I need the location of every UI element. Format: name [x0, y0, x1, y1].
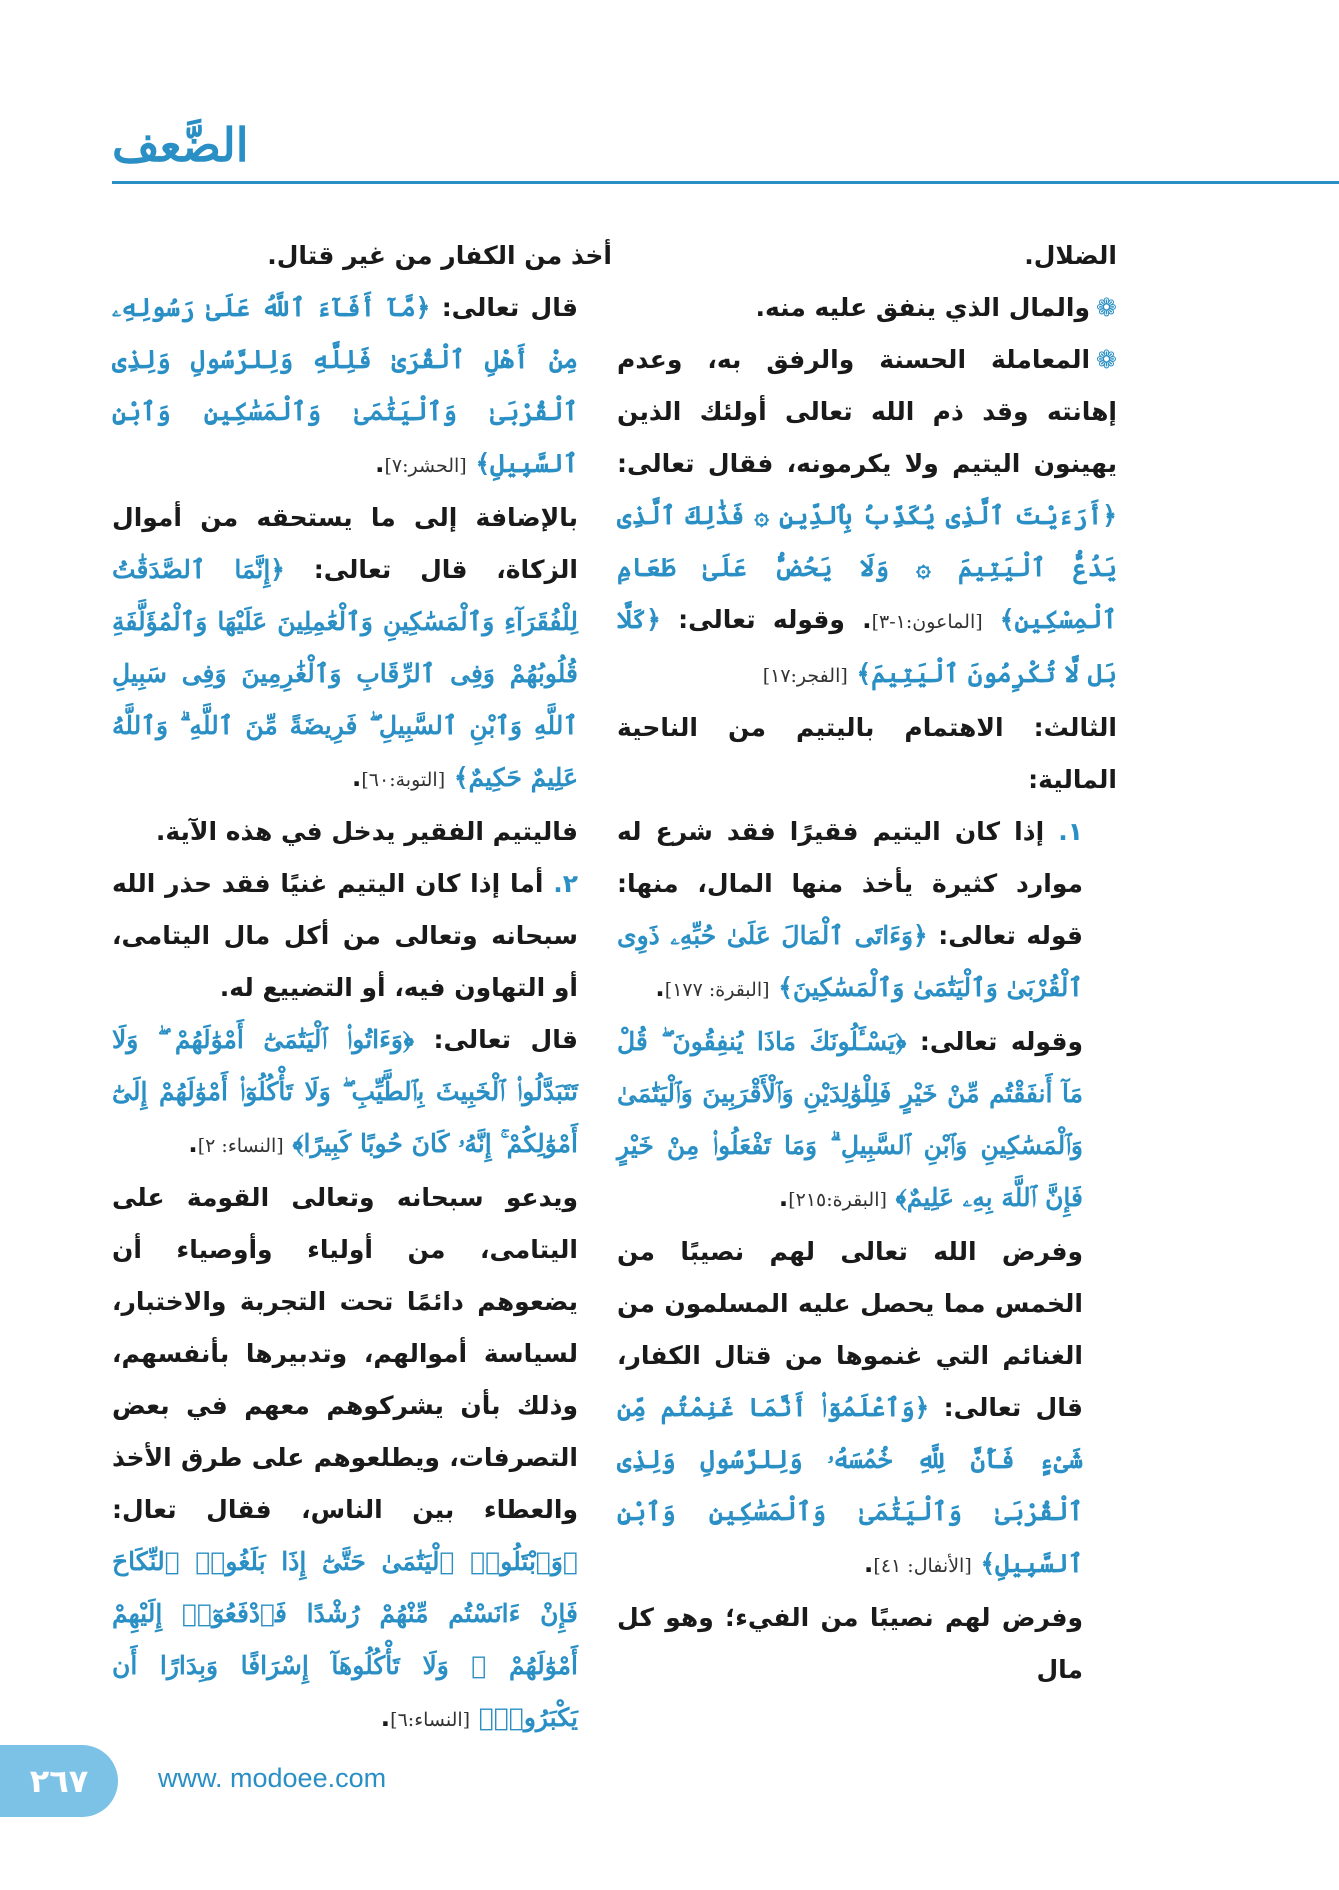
quran-verse: ﴿وَءَاتُوا۟ ٱلْيَتَٰمَىٰٓ أَمْوَٰلَهُمْ ۖ وَلَا تَتَبَدَّلُوا۟ ٱلْخَبِيثَ بِٱلطَّيِّبِ ۖ وَلَا تَأْكُلُوٓا۟ أَمْوَٰلَهُمْ إِلَىٰٓ أَمْوَٰلِكُمْ ۚ إِنَّهُۥ كَانَ حُوبًا كَبِيرًا﴾	[112, 1025, 578, 1158]
verse-reference: [الحشر:٧]	[384, 455, 467, 477]
bullet-item	[617, 282, 1117, 334]
paragraph	[617, 806, 1117, 1016]
paragraph-text: وقوله تعالى:	[919, 1027, 1083, 1056]
punctuation: .	[655, 973, 665, 1002]
paragraph-text: . وقوله تعالى:	[678, 605, 872, 634]
quran-verse: ﴿وَءَاتَى ٱلْمَالَ عَلَىٰ حُبِّهِۦ ذَوِى ٱلْقُرْبَىٰ وَٱلْيَتَٰمَىٰ وَٱلْمَسَٰكِينَ﴾	[617, 921, 1083, 1002]
punctuation: .	[778, 1183, 789, 1212]
paragraph: أخذ من الكفار من غير قتال.	[267, 241, 612, 270]
website-link[interactable]: www. modoee.com	[158, 1763, 387, 1793]
quran-verse: ﴿مَّآ أَفَآءَ ٱللَّهُ عَلَىٰ رَسُولِهِۦ مِنْ أَهْلِ ٱلْقُرَىٰ فَلِلَّهِ وَلِلرَّسُولِ وَلِذِى ٱلْقُرْبَىٰ وَٱلْيَتَٰمَىٰ وَٱلْمَسَٰكِينِ وَٱبْنِ ٱلسَّبِيلِ﴾	[112, 293, 578, 478]
bullet-text: والمال الذي ينفق عليه منه.	[755, 293, 1091, 322]
bullet-text: المعاملة الحسنة والرفق به، وعدم إهانته وقد ذم الله تعالى أولئك الذين يهينون اليتيم ولا يكرمونه، فقال تعالى:	[617, 345, 1117, 478]
paragraph	[112, 1014, 612, 1172]
quran-verse: ﴿يَسْـَٔلُونَكَ مَاذَا يُنفِقُونَ ۖ قُلْ مَآ أَنفَقْتُم مِّنْ خَيْرٍ فَلِلْوَٰلِدَيْنِ وَٱلْأَقْرَبِينَ وَٱلْيَتَٰمَىٰ وَٱلْمَسَٰكِينِ وَٱبْنِ ٱلسَّبِيلِ ۗ وَمَا تَفْعَلُوا۟ مِنْ خَيْرٍ فَإِنَّ ٱللَّهَ بِهِۦ عَلِيمٌ﴾	[617, 1027, 1083, 1212]
verse-reference: [الماعون:١-٣]	[871, 611, 983, 633]
paragraph-text: إذا كان اليتيم فقيرًا فقد شرع له موارد كثيرة يأخذ منها المال، منها: قوله تعالى:	[617, 817, 1083, 950]
list-number: ٢.	[553, 869, 578, 898]
bullet-item	[617, 334, 1117, 702]
paragraph: وفرض لهم نصيبًا من الفيء؛ وهو كل مال	[617, 1603, 1083, 1684]
paragraph	[617, 1226, 1117, 1592]
punctuation: .	[351, 763, 362, 792]
verse-reference: [النساء: ٢]	[197, 1135, 284, 1157]
verse-reference: [النساء:٦]	[390, 1709, 471, 1731]
page-number-badge: ٢٦٧	[0, 1745, 118, 1817]
paragraph-text: بالإضافة إلى ما يستحقه من أموال الزكاة، قال تعالى:	[112, 503, 578, 584]
paragraph-text: قال تعالى:	[433, 1025, 578, 1054]
paragraph: الضلال.	[1024, 241, 1117, 270]
flower-bullet-icon: ❁	[1096, 293, 1117, 322]
paragraph: فاليتيم الفقير يدخل في هذه الآية.	[155, 817, 578, 846]
verse-reference: [البقرة:٢١٥]	[788, 1189, 887, 1211]
paragraph	[112, 492, 612, 806]
paragraph-text: ويدعو سبحانه وتعالى القومة على اليتامى، من أولياء وأوصياء أن يضعوهم دائمًا تحت التجربة والاختبار، لسياسة أموالهم، وتدبيرها بأنفسهم، وذلك بأن يشركوهم معهم في بعض التصرفات، ويطلعوهم على طرق الأخذ والعطاء بين الناس، فقال تعال:	[112, 1183, 578, 1524]
paragraph-text: قال تعالى:	[441, 293, 578, 322]
quran-verse: ﴿كَلَّا بَل لَّا تُكْرِمُونَ ٱلْيَتِيمَ﴾	[617, 605, 1117, 688]
verse-reference: [الأنفال: ٤١]	[873, 1555, 972, 1577]
quran-verse: ﴿أَرَءَيْتَ ٱلَّذِى يُكَذِّبُ بِٱلدِّينِ ۞ فَذَٰلِكَ ٱلَّذِى يَدُعُّ ٱلْيَتِيمَ ۞ وَلَا يَحُضُّ عَلَىٰ طَعَامِ ٱلْمِسْكِينِ﴾	[617, 501, 1117, 634]
left-column	[112, 230, 612, 1746]
punctuation: .	[380, 1703, 391, 1732]
paragraph-text: وفرض الله تعالى لهم نصيبًا من الخمس مما يحصل عليه المسلمون من الغنائم التي غنموها من قتال الكفار، قال تعالى:	[617, 1237, 1083, 1422]
paragraph	[112, 1172, 612, 1746]
punctuation: .	[375, 449, 385, 478]
punctuation: .	[863, 1549, 874, 1578]
list-number: ١.	[1058, 817, 1083, 846]
verse-reference: [الفجر:١٧]	[762, 665, 848, 687]
quran-verse: ﴿وَٱعْلَمُوٓا۟ أَنَّمَا غَنِمْتُم مِّن شَىْءٍ فَأَنَّ لِلَّهِ خُمُسَهُۥ وَلِلرَّسُولِ وَلِذِى ٱلْقُرْبَىٰ وَٱلْيَتَٰمَىٰ وَٱلْمَسَٰكِينِ وَٱبْنِ ٱلسَّبِيلِ﴾	[617, 1393, 1083, 1578]
right-column	[617, 230, 1117, 1696]
paragraph-text: أما إذا كان اليتيم غنيًا فقد حذر الله سبحانه وتعالى من أكل مال اليتامى، أو التهاون فيه، أو التضييع له.	[112, 869, 578, 1002]
flower-bullet-icon: ❁	[1096, 345, 1117, 374]
verse-reference: [البقرة: ١٧٧]	[664, 979, 770, 1001]
quran-verse: ﴿إِنَّمَا ٱلصَّدَقَٰتُ لِلْفُقَرَآءِ وَٱلْمَسَٰكِينِ وَٱلْعَٰمِلِينَ عَلَيْهَا وَٱلْمُؤَلَّفَةِ قُلُوبُهُمْ وَفِى ٱلرِّقَابِ وَٱلْغَٰرِمِينَ وَفِى سَبِيلِ ٱللَّهِ وَٱبْنِ ٱلسَّبِيلِ ۖ فَرِيضَةً مِّنَ ٱللَّهِ ۗ وَٱللَّهُ عَلِيمٌ حَكِيمٌ﴾	[112, 555, 578, 792]
header-divider	[112, 181, 1339, 184]
page-title: الضَّعف	[112, 118, 249, 172]
quran-verse: ﴿وَٱبْتَلُوا۟ ٱلْيَتَٰمَىٰ حَتَّىٰٓ إِذَا بَلَغُوا۟ ٱلنِّكَاحَ فَإِنْ ءَانَسْتُم مِّنْهُمْ رُشْدًا فَٱدْفَعُوٓا۟ إِلَيْهِمْ أَمْوَٰلَهُمْ ۖ وَلَا تَأْكُلُوهَآ إِسْرَافًا وَبِدَارًا أَن يَكْبَرُوا۟﴾	[112, 1547, 578, 1732]
paragraph	[112, 282, 612, 492]
paragraph	[112, 858, 612, 1014]
section-heading: الثالث: الاهتمام باليتيم من الناحية المالية:	[617, 713, 1117, 794]
punctuation: .	[188, 1129, 198, 1158]
verse-reference: [التوبة:٦٠]	[361, 769, 446, 791]
paragraph	[617, 1016, 1117, 1226]
